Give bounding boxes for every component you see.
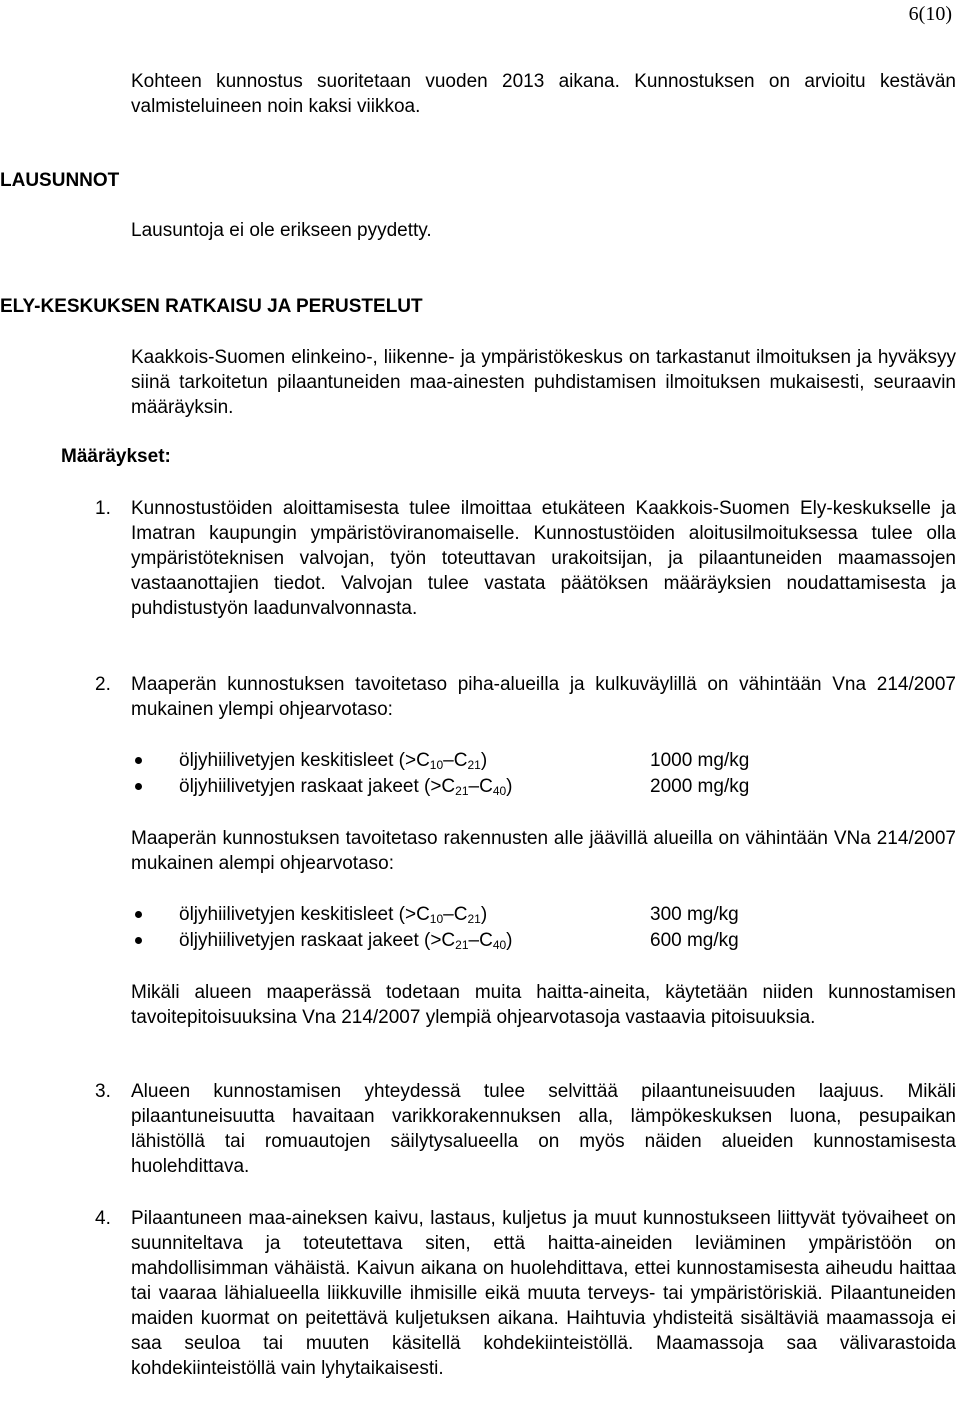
list-item	[131, 928, 956, 953]
list-item-label: öljyhiilivetyjen raskaat jakeet $(>C_{21}-C_{40})$	[179, 930, 513, 952]
item-3-text: Alueen kunnostamisen yhteydessä tulee selvittää pilaantuneisuuden laajuus. Mikäli pilaantuneisuutta havaitaan varikkorakennuksen alla, lämpökeskuksen luona, pesupaikan lähistöllä tai romuautojen säilytysalueella on myös näiden alueiden kunnostamisesta huolehdittava.	[131, 1081, 956, 1177]
list-item-label: öljyhiilivetyjen raskaat jakeet $(>C_{21}-C_{40})$	[179, 776, 513, 798]
section-heading-maaraykset: Määräykset:	[61, 446, 171, 467]
item-number-2: 2.	[95, 674, 111, 695]
list-item-label: öljyhiilivetyjen keskitisleet $(>C_{10}-C_{21})$	[179, 750, 488, 772]
item-4-text: Pilaantuneen maa-aineksen kaivu, lastaus, kuljetus ja muut kunnostukseen liittyvät työvaiheet on suunniteltava ja toteutettava siten, että haitta-aineiden leviäminen ympäristöön on mahdollisimman vähäistä. Kaivun aikana on huolehdittava, ettei kunnostamisesta aiheudu haittaa tai vaaraa lähialueella liikkuville ihmisille eikä muuta terveys- tai ympäristöriskiä. Pilaantuneiden maiden kuormat on peitettävä kuljetuksen aikana. Haihtuvia yhdisteitä sisältäviä maamassoja ei saa seuloa tai muuten käsitellä kohdekiinteistöllä. Maamassoja saa välivarastoida kohdekiinteistöllä vain lyhytaikaisesti.	[131, 1208, 956, 1379]
lausunnot-paragraph: Lausuntoja ei ole erikseen pyydetty.	[131, 220, 432, 241]
item-2-middle-text: Maaperän kunnostuksen tavoitetaso rakennusten alle jäävillä alueilla on vähintään VNa 214/2007 mukainen alempi ohjearvotaso:	[131, 828, 956, 874]
item-1-text: Kunnostustöiden aloittamisesta tulee ilmoittaa etukäteen Kaakkois-Suomen Ely-keskukselle ja Imatran kaupungin ympäristöviranomaiselle. Kunnostustöiden aloitusilmoituksessa tulee olla ympäristöteknisen valvojan, työn toteuttavan urakoitsijan, ja pilaantuneiden maamassojen vastaanottajien tiedot. Valvojan tulee vastata päätöksen määräyksien noudattamisesta ja puhdistustyön laadunvalvonnasta.	[131, 498, 956, 619]
intro-paragraph: Kohteen kunnostus suoritetaan vuoden 2013 aikana. Kunnostuksen on arvioitu kestävän valmisteluineen noin kaksi viikkoa.	[131, 71, 956, 117]
bullet-icon	[135, 911, 142, 918]
list-item	[131, 748, 956, 773]
item-2-intro-text: Maaperän kunnostuksen tavoitetaso piha-alueilla ja kulkuväylillä on vähintään Vna 214/2007 mukainen ylempi ohjearvotaso:	[131, 674, 956, 720]
item-number-3: 3.	[95, 1081, 111, 1102]
page-number: 6(10)	[908, 3, 952, 25]
list-item-value: 1000 mg/kg	[650, 750, 750, 771]
item-2-closing-text: Mikäli alueen maaperässä todetaan muita haitta-aineita, käytetään niiden kunnostamisen tavoitepitoisuuksina Vna 214/2007 ylempiä ohjearvotasoja vastaavia pitoisuuksia.	[131, 982, 956, 1028]
section-heading-ratkaisu: ELY-KESKUKSEN RATKAISU JA PERUSTELUT	[0, 296, 423, 317]
section-heading-lausunnot: LAUSUNNOT	[0, 170, 120, 191]
list-item-value: 600 mg/kg	[650, 930, 739, 951]
bullet-icon	[135, 757, 142, 764]
item-number-4: 4.	[95, 1208, 111, 1229]
item-number-1: 1.	[95, 498, 111, 519]
list-item-value: 2000 mg/kg	[650, 776, 750, 797]
list-item	[131, 902, 956, 927]
ratkaisu-paragraph: Kaakkois-Suomen elinkeino-, liikenne- ja ympäristökeskus on tarkastanut ilmoituksen ja hyväksyy siinä tarkoitetun pilaantuneiden maa-ainesten puhdistamisen ilmoituksen mukaisesti, seuraavin määräyksin.	[131, 347, 956, 418]
bullet-icon	[135, 937, 142, 944]
list-item	[131, 774, 956, 799]
bullet-icon	[135, 783, 142, 790]
list-item-label: öljyhiilivetyjen keskitisleet $(>C_{10}-C_{21})$	[179, 904, 488, 926]
list-item-value: 300 mg/kg	[650, 904, 739, 925]
